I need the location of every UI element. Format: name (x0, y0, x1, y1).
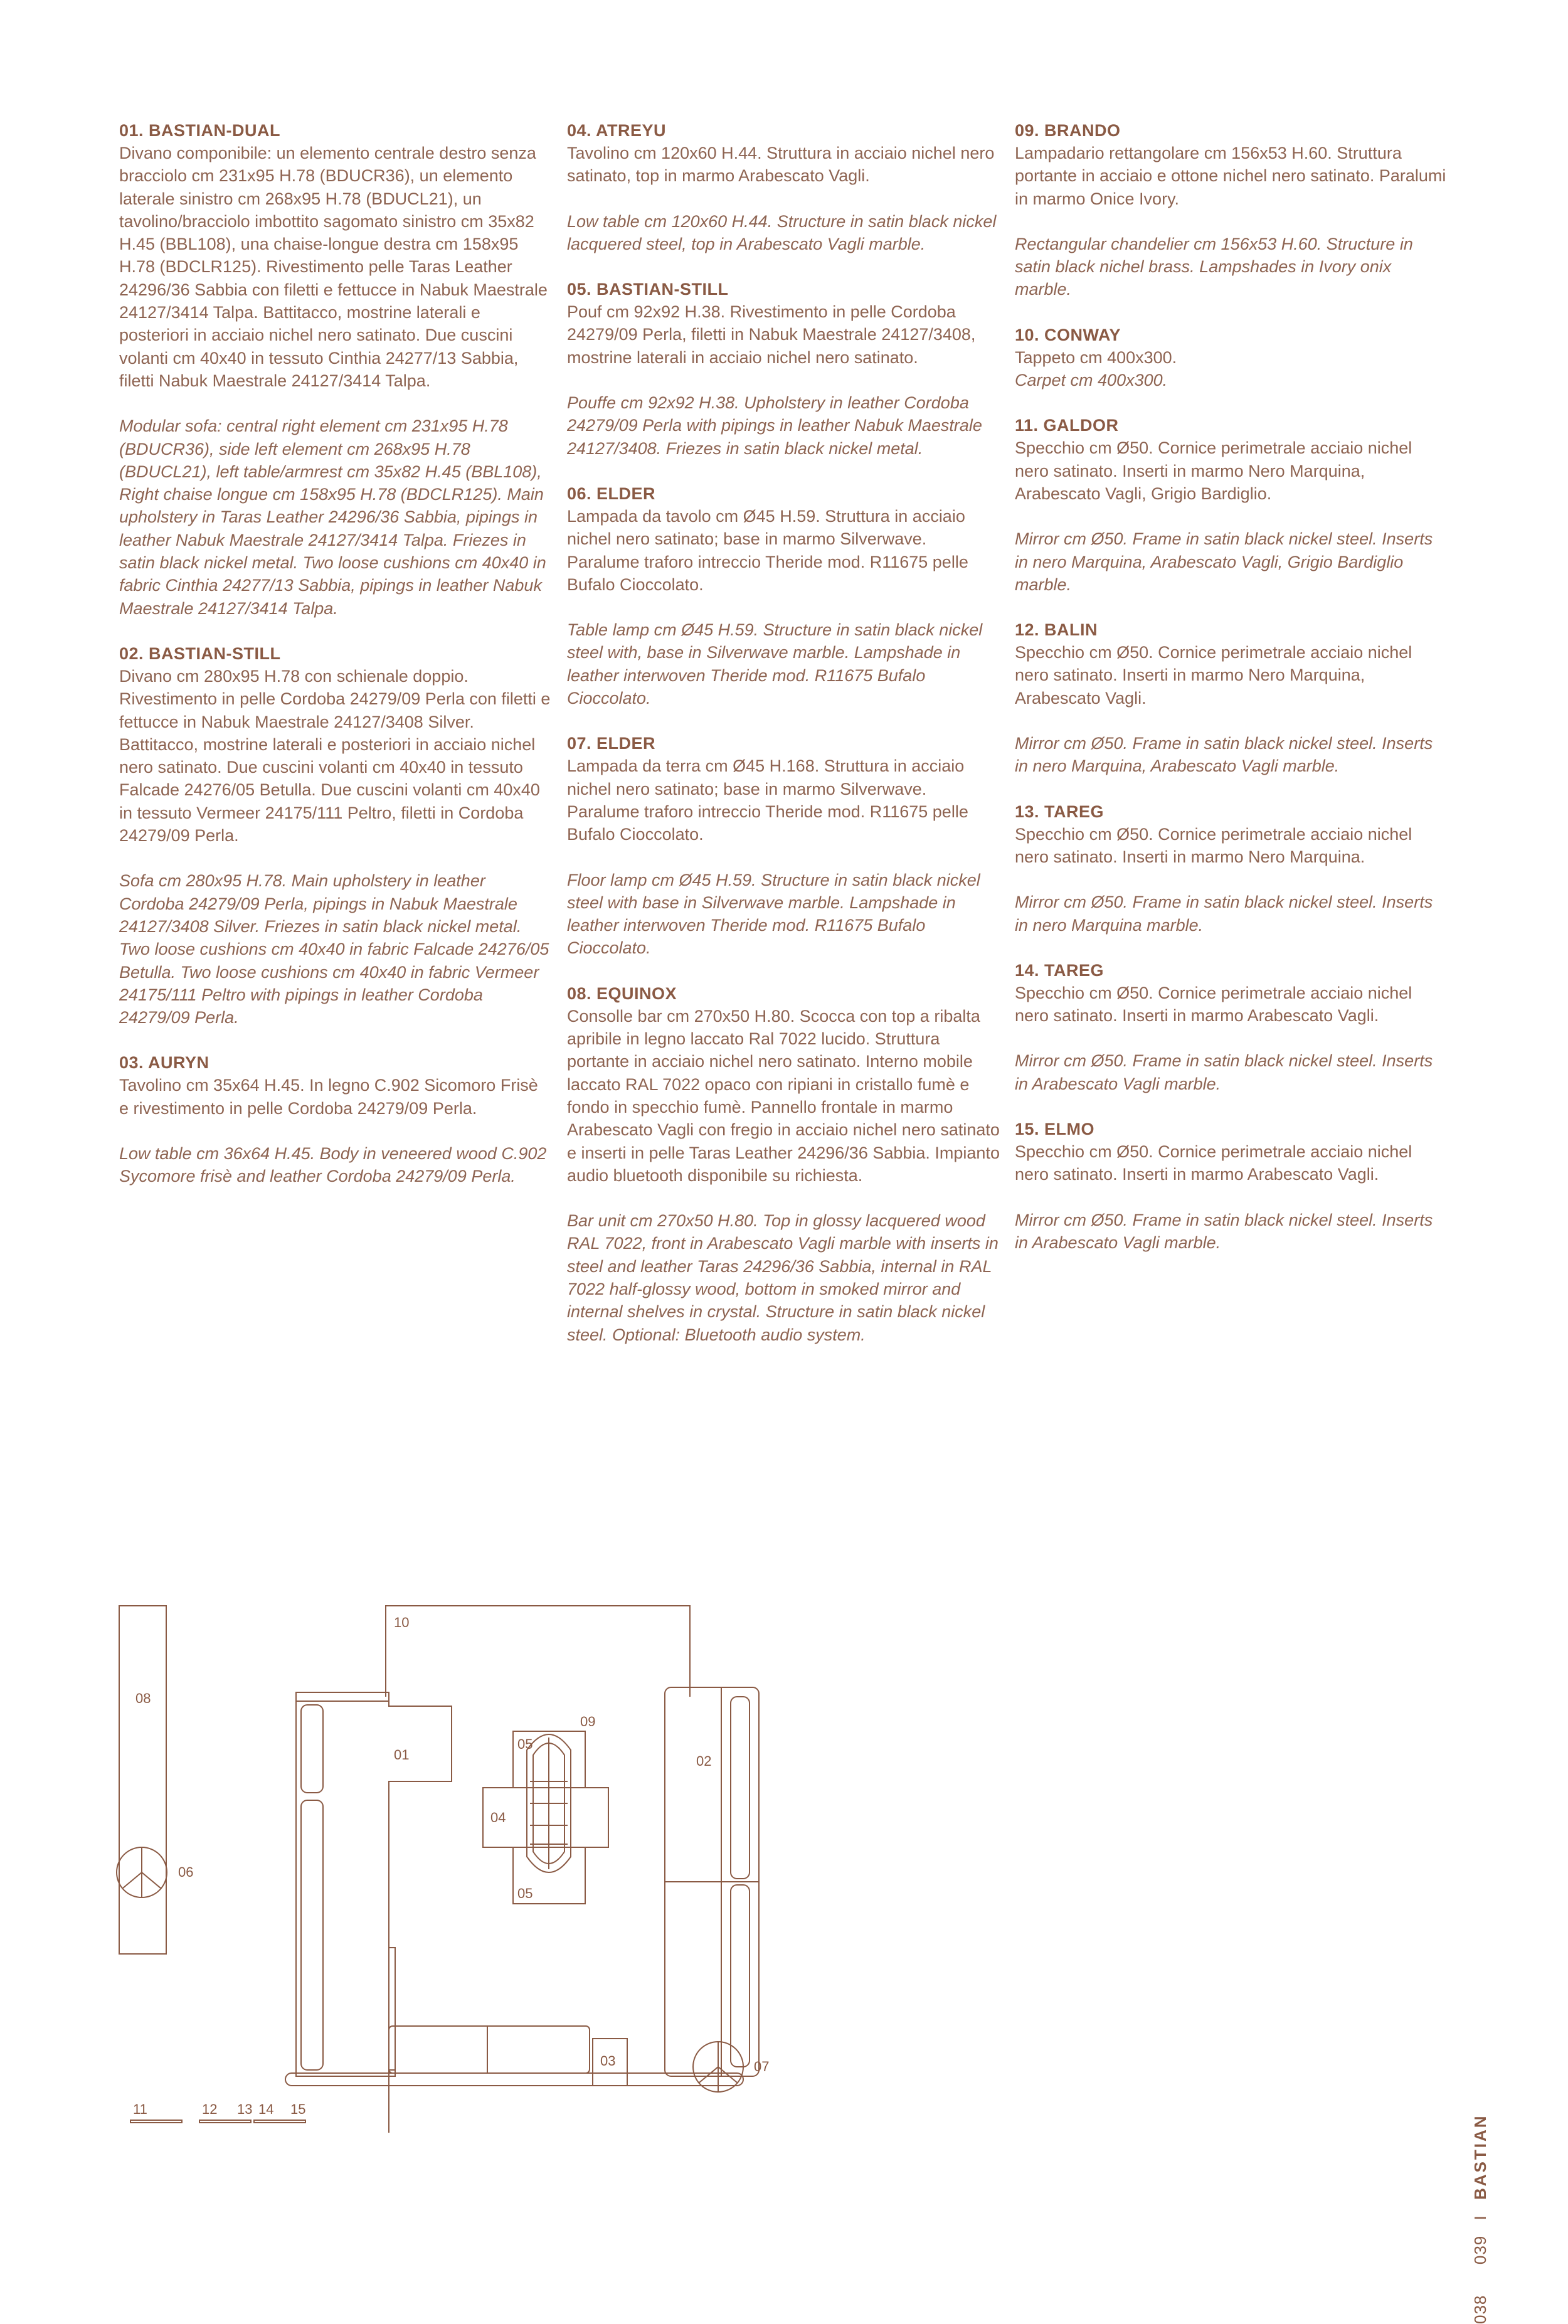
product-title: 11. GALDOR (1015, 416, 1119, 435)
plan-label-04: 04 (490, 1810, 506, 1825)
product-description-italian: Lampadario rettangolare cm 156x53 H.60. Struttura portante in acciaio e ottone nichel nero satinato. Paralumi in marmo Onice Ivory. (1015, 144, 1446, 208)
product-title: 13. TAREG (1015, 802, 1104, 821)
product-entry-09 (1015, 119, 1448, 301)
plan-label-12: 12 (202, 2101, 218, 2117)
page-folio (1471, 2108, 1496, 2324)
product-description-english: Low table cm 120x60 H.44. Structure in satin black nickel lacquered steel, top in Arabescato Vagli marble. (567, 211, 997, 253)
product-title: 15. ELMO (1015, 1120, 1095, 1139)
plan-label-13: 13 (237, 2101, 253, 2117)
plan-label-08: 08 (135, 1690, 151, 1706)
plan-table-lamp (117, 1847, 167, 1897)
product-title: 07. ELDER (567, 734, 656, 753)
plan-mirror-11 (130, 2120, 182, 2123)
product-description-italian: Specchio cm Ø50. Cornice perimetrale acciaio nichel nero satinato. Inserti in marmo Arabescato Vagli. (1015, 983, 1412, 1026)
product-entry-13 (1015, 800, 1448, 936)
product-entry-14 (1015, 959, 1448, 1095)
product-title: 06. ELDER (567, 484, 656, 503)
plan-label-05-bottom: 05 (517, 1886, 533, 1901)
plan-label-15: 15 (290, 2101, 306, 2117)
product-title: 08. EQUINOX (567, 984, 677, 1003)
product-entry-06 (567, 482, 1000, 709)
page-number-right: 039 (1471, 2235, 1490, 2264)
product-entry-01 (119, 119, 552, 620)
product-description-english: Mirror cm Ø50. Frame in satin black nickel steel. Inserts in Arabescato Vagli marble. (1015, 1051, 1433, 1093)
product-entry-11 (1015, 414, 1448, 596)
product-entry-04 (567, 119, 1000, 255)
plan-sofa-right (665, 1687, 759, 2076)
product-description-english: Rectangular chandelier cm 156x53 H.60. Structure in satin black nichel brass. Lampshades in Ivory onix marble. (1015, 234, 1413, 299)
product-title: 12. BALIN (1015, 620, 1098, 640)
product-description-english: Modular sofa: central right element cm 231x95 H.78 (BDUCR36), side left element cm 268x95 H.78 (BDUCL21), left table/armrest cm 35x82 H.45 (BBL108), Right chaise longue cm 158x95 H.78 (BDCLR125). Main upholstery in Taras Leather 24296/36 Sabbia, pipings in leather Nabuk Maestrale 24127/3414 Talpa. Friezes in satin black nickel metal. Two loose cushions cm 40x40 in fabric Cinthia 24277/13 Sabbia, pipings in leather Nabuk Maestrale 24127/3414 Talpa. (119, 417, 546, 618)
plan-label-06: 06 (178, 1864, 194, 1880)
product-title: 02. BASTIAN-STILL (119, 644, 281, 663)
product-description-italian: Specchio cm Ø50. Cornice perimetrale acciaio nichel nero satinato. Inserti in marmo Arabescato Vagli. (1015, 1142, 1412, 1184)
product-description-english: Mirror cm Ø50. Frame in satin black nickel steel. Inserts in nero Marquina, Arabescato Vagli, Grigio Bardiglio marble. (1015, 529, 1433, 594)
plan-label-10: 10 (394, 1615, 410, 1630)
text-column-2 (567, 119, 1000, 1369)
product-title: 04. ATREYU (567, 121, 667, 140)
product-entry-07 (567, 732, 1000, 959)
product-description-english: Sofa cm 280x95 H.78. Main upholstery in leather Cordoba 24279/09 Perla, pipings in Nabuk Maestrale 24127/3408 Silver. Friezes in satin black nickel metal. Two loose cushions cm 40x40 in fabric Falcade 24276/05 Betulla. Two loose cushions cm 40x40 in fabric Vermeer 24175/111 Peltro with pipings in leather Cordoba 24279/09 Perla. (119, 871, 549, 1027)
text-column-1 (119, 119, 552, 1211)
product-description-italian: Divano cm 280x95 H.78 con schienale doppio. Rivestimento in pelle Cordoba 24279/09 Perla con filetti e fettucce in Nabuk Maestrale 24127/3408 Silver. Battitacco, mostrine laterali e posteriori in acciaio nichel nero satinato. Due cuscini volanti cm 40x40 in tessuto Falcade 24276/05 Betulla. Due cuscini volanti cm 40x40 in tessuto Vermeer 24175/111 Peltro, filetti in Cordoba 24279/09 Perla. (119, 666, 551, 846)
product-description-italian: Tavolino cm 35x64 H.45. In legno C.902 Sicomoro Frisè e rivestimento in pelle Cordoba 24279/09 Perla. (119, 1076, 538, 1118)
product-description-italian: Specchio cm Ø50. Cornice perimetrale acciaio nichel nero satinato. Inserti in marmo Nero Marquina, Arabescato Vagli. (1015, 643, 1412, 708)
folio-separator: I (1471, 2214, 1490, 2221)
plan-label-05-top: 05 (517, 1736, 533, 1752)
product-title: 01. BASTIAN-DUAL (119, 121, 281, 140)
product-description-italian: Consolle bar cm 270x50 H.80. Scocca con top a ribalta apribile in legno laccato Ral 7022 lucido. Struttura portante in acciaio nichel nero satinato. Interno mobile laccato RAL 7022 opaco con ripiani in cristallo fumè e fondo in specchio fumè. Pannello frontale in marmo Arabescato Vagli con fregio in acciaio nichel nero satinato e inserti in pelle Taras Leather 24296/36 Sabbia. Impianto audio bluetooth disponibile su richiesta. (567, 1006, 1000, 1185)
product-description-italian: Lampada da terra cm Ø45 H.168. Struttura in acciaio nichel nero satinato; base in marmo Silverwave. Paralume traforo intreccio Theride mod. R11675 pelle Bufalo Cioccolato. (567, 756, 968, 844)
plan-label-14: 14 (258, 2101, 274, 2117)
product-title: 05. BASTIAN-STILL (567, 280, 729, 299)
plan-label-09: 09 (580, 1714, 596, 1729)
product-title: 10. CONWAY (1015, 325, 1121, 344)
product-description-italian: Divano componibile: un elemento centrale destro senza bracciolo cm 231x95 H.78 (BDUCR36), un elemento laterale sinistro cm 268x95 H.78 (BDUCL21), un tavolino/bracciolo imbottito sagomato sinistro cm 35x82 H.45 (BBL108), una chaise-longue destra cm 158x95 H.78 (BDCLR125). Rivestimento pelle Taras Leather 24296/36 Sabbia con filetti e fettucce in Nabuk Maestrale 24127/3414 Talpa. Battitacco, mostrine laterali e posteriori in acciaio nichel nero satinato. Due cuscini volanti cm 40x40 in tessuto Cinthia 24277/13 Sabbia, filetti Nabuk Maestrale 24127/3414 Talpa. (119, 144, 548, 390)
product-description-italian: Pouf cm 92x92 H.38. Rivestimento in pelle Cordoba 24279/09 Perla, filetti in Nabuk Maestrale 24127/3408, mostrine laterali in acciaio nichel nero satinato. (567, 302, 976, 367)
product-description-italian: Lampada da tavolo cm Ø45 H.59. Struttura in acciaio nichel nero satinato; base in marmo Silverwave. Paralume traforo intreccio Theride mod. R11675 pelle Bufalo Cioccolato. (567, 506, 968, 594)
product-description-italian: Tappeto cm 400x300. (1015, 348, 1177, 367)
plan-console-bar (119, 1606, 166, 1954)
text-column-3 (1015, 119, 1448, 1276)
plan-label-01: 01 (394, 1747, 410, 1763)
product-entry-12 (1015, 618, 1448, 777)
plan-label-03: 03 (600, 2053, 616, 2069)
product-title: 03. AURYN (119, 1053, 209, 1073)
product-description-english: Low table cm 36x64 H.45. Body in veneered wood C.902 Sycomore frisè and leather Cordoba 24279/09 Perla. (119, 1143, 547, 1186)
product-description-english: Mirror cm Ø50. Frame in satin black nickel steel. Inserts in Arabescato Vagli marble. (1015, 1210, 1433, 1252)
product-entry-15 (1015, 1118, 1448, 1254)
plan-label-11: 11 (133, 2101, 147, 2117)
product-description-italian: Tavolino cm 120x60 H.44. Struttura in acciaio nichel nero satinato, top in marmo Arabescato Vagli. (567, 144, 995, 186)
product-entry-02 (119, 642, 552, 1029)
product-description-english: Floor lamp cm Ø45 H.59. Structure in satin black nickel steel with base in Silverwave marble. Lampshade in leather interwoven Theride mod. R11675 Bufalo Cioccolato. (567, 870, 980, 958)
product-description-italian: Specchio cm Ø50. Cornice perimetrale acciaio nichel nero satinato. Inserti in marmo Nero Marquina. (1015, 824, 1412, 866)
plan-chandelier (527, 1734, 571, 1872)
product-description-english: Mirror cm Ø50. Frame in satin black nickel steel. Inserts in nero Marquina, Arabescato Vagli marble. (1015, 734, 1433, 776)
product-title: 09. BRANDO (1015, 121, 1121, 140)
product-entry-03 (119, 1051, 552, 1187)
plan-rug (386, 1606, 690, 1697)
product-entry-10 (1015, 324, 1448, 392)
product-description-english: Table lamp cm Ø45 H.59. Structure in satin black nickel steel with, base in Silverwave marble. Lampshade in leather interwoven Theride mod. R11675 Bufalo Cioccolato. (567, 620, 983, 708)
product-description-english: Mirror cm Ø50. Frame in satin black nickel steel. Inserts in nero Marquina marble. (1015, 893, 1433, 935)
product-entry-08 (567, 982, 1000, 1346)
floor-plan (113, 1593, 840, 2133)
product-description-italian: Specchio cm Ø50. Cornice perimetrale acciaio nichel nero satinato. Inserti in marmo Nero Marquina, Arabescato Vagli, Grigio Bardiglio. (1015, 438, 1412, 503)
page-number-left: 038 (1471, 2295, 1490, 2324)
product-description-english: Carpet cm 400x300. (1015, 371, 1168, 390)
plan-label-02: 02 (696, 1753, 712, 1769)
product-entry-05 (567, 278, 1000, 460)
plan-label-07: 07 (754, 2059, 770, 2074)
product-title: 14. TAREG (1015, 960, 1104, 980)
plan-mirrors-12-15 (199, 2120, 305, 2123)
product-description-english: Bar unit cm 270x50 H.80. Top in glossy lacquered wood RAL 7022, front in Arabescato Vagli marble with inserts in steel and leather Taras 24296/36 Sabbia, internal in RAL 7022 half-glossy wood, bottom in smoked mirror and internal shelves in crystal. Structure in satin black nickel steel. Optional: Bluetooth audio system. (567, 1211, 999, 1344)
collection-name: BASTIAN (1471, 2114, 1490, 2200)
plan-modular-sofa (296, 1692, 452, 2133)
product-description-english: Pouffe cm 92x92 H.38. Upholstery in leather Cordoba 24279/09 Perla with pipings in leather Nabuk Maestrale 24127/3408. Friezes in satin black nickel metal. (567, 393, 982, 458)
